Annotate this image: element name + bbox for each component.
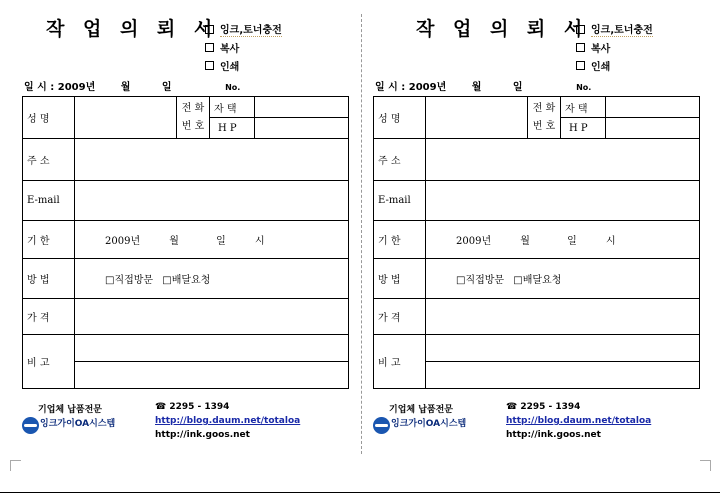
label-note: 비 고 (374, 335, 426, 389)
label-hp: H P (210, 118, 255, 139)
slogan: 기업체 납품전문 (389, 405, 453, 415)
price-field[interactable] (75, 299, 349, 335)
option-copy[interactable]: 복사 (205, 38, 282, 56)
blog-link[interactable]: http://blog.daum.net/totaloa (155, 416, 301, 426)
address-field[interactable] (426, 139, 700, 181)
checkbox[interactable] (576, 61, 585, 70)
method-visit-option[interactable]: □직접방문 (456, 275, 505, 286)
company-name: 잉크가이OA시스템 (391, 419, 467, 429)
label-hp: H P (561, 118, 606, 139)
price-field[interactable] (426, 299, 700, 335)
label-phone: 전 화 번 호 (528, 97, 561, 139)
label-deadline: 기 한 (23, 221, 75, 259)
label-price: 가 격 (23, 299, 75, 335)
form-footer (20, 400, 360, 444)
form-title: 작 업 의 뢰 서 (416, 18, 589, 40)
label-address: 주 소 (374, 139, 426, 181)
label-method: 방 법 (374, 259, 426, 299)
page-corner-mark (700, 460, 711, 471)
work-order-form-right (371, 0, 711, 460)
form-title: 작 업 의 뢰 서 (46, 18, 219, 40)
name-field[interactable] (75, 97, 177, 139)
option-print[interactable]: 인쇄 (205, 56, 282, 74)
label-price: 가 격 (374, 299, 426, 335)
note-field-1[interactable] (426, 335, 700, 362)
order-table (22, 96, 349, 389)
date-line: 일 시 : 2009년 월 일 No. (24, 82, 241, 93)
option-copy[interactable]: 복사 (576, 38, 653, 56)
checkbox[interactable] (576, 43, 585, 52)
checkbox[interactable] (576, 25, 585, 34)
label-home: 자 택 (210, 97, 255, 118)
deadline-field[interactable]: 2009년 월 일 시 (75, 221, 349, 259)
service-options (205, 20, 282, 74)
page-divider (361, 14, 362, 454)
company-phone: ☎ 2295 - 1394 (506, 402, 581, 412)
label-note: 비 고 (23, 335, 75, 389)
deadline-field[interactable]: 2009년 월 일 시 (426, 221, 700, 259)
home-phone-field[interactable] (255, 97, 349, 118)
note-field-1[interactable] (75, 335, 349, 362)
method-field[interactable] (75, 259, 349, 299)
option-print[interactable]: 인쇄 (576, 56, 653, 74)
blog-link[interactable]: http://blog.daum.net/totaloa (506, 416, 652, 426)
work-order-form-left (20, 0, 360, 460)
label-email: E-mail (23, 181, 75, 221)
label-name: 성 명 (374, 97, 426, 139)
label-deadline: 기 한 (374, 221, 426, 259)
checkbox[interactable] (205, 61, 214, 70)
order-table (373, 96, 700, 389)
label-name: 성 명 (23, 97, 75, 139)
date-line: 일 시 : 2009년 월 일 No. (375, 82, 592, 93)
note-field-2[interactable] (75, 362, 349, 389)
method-visit-option[interactable]: □직접방문 (105, 275, 154, 286)
site-link[interactable]: http://ink.goos.net (506, 430, 601, 440)
home-phone-field[interactable] (606, 97, 700, 118)
checkbox[interactable] (205, 43, 214, 52)
note-field-2[interactable] (426, 362, 700, 389)
method-delivery-option[interactable]: □배달요청 (162, 275, 211, 286)
label-method: 방 법 (23, 259, 75, 299)
site-link[interactable]: http://ink.goos.net (155, 430, 250, 440)
option-ink-toner[interactable]: 잉크,토너충전 (576, 20, 653, 38)
page-bottom-border (0, 492, 720, 493)
company-phone: ☎ 2295 - 1394 (155, 402, 230, 412)
service-options (576, 20, 653, 74)
address-field[interactable] (75, 139, 349, 181)
label-phone: 전 화 번 호 (177, 97, 210, 139)
page-corner-mark (10, 460, 21, 471)
form-footer (371, 400, 711, 444)
company-logo-icon (22, 417, 39, 434)
slogan: 기업체 납품전문 (38, 405, 102, 415)
company-logo-icon (373, 417, 390, 434)
method-field[interactable] (426, 259, 700, 299)
method-delivery-option[interactable]: □배달요청 (513, 275, 562, 286)
label-email: E-mail (374, 181, 426, 221)
email-field[interactable] (426, 181, 700, 221)
checkbox[interactable] (205, 25, 214, 34)
email-field[interactable] (75, 181, 349, 221)
label-home: 자 택 (561, 97, 606, 118)
hp-field[interactable] (606, 118, 700, 139)
label-address: 주 소 (23, 139, 75, 181)
company-name: 잉크가이OA시스템 (40, 419, 116, 429)
hp-field[interactable] (255, 118, 349, 139)
name-field[interactable] (426, 97, 528, 139)
option-ink-toner[interactable]: 잉크,토너충전 (205, 20, 282, 38)
